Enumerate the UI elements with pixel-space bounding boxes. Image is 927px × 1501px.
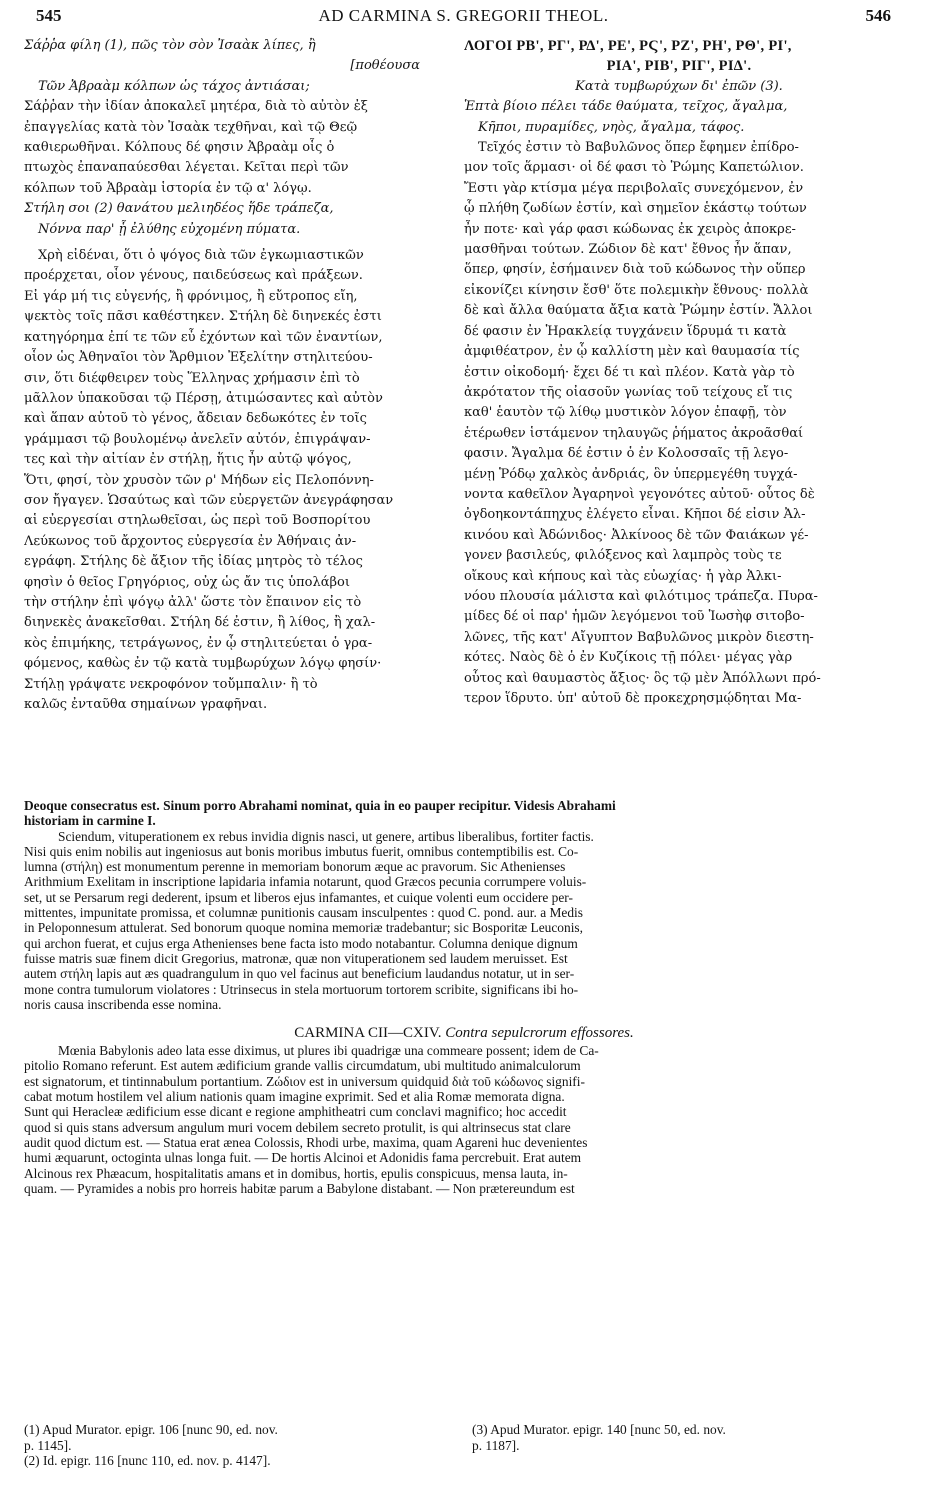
text-line: Νόννα παρ' ᾗ ἐλύθης εὐχομένη πύματα. <box>38 221 301 237</box>
section-title <box>24 1023 904 1043</box>
text-line: Χρὴ εἰδέναι, ὅτι ὁ ψόγος διὰ τῶν ἐγκωμιαστικῶν <box>38 248 364 264</box>
text-line: Κῆποι, πυραμίδες, νηὸς, ἄγαλμα, τάφος. <box>478 119 745 135</box>
text-line: καὶ ἅπαν αὐτοῦ τὸ γένος, ἄδειαν δεδωκότες ἐν τοῖς <box>24 411 367 427</box>
text-line: πτωχὸς ἐπαναπαύεσθαι λέγεται. Κεῖται περὶ τῶν <box>24 160 349 176</box>
text-line: σον ἤγαγεν. Ὡσαύτως καὶ τῶν εὐεργετῶν ἀνεγράφησαν <box>24 492 394 508</box>
text-line: γονεν βασιλεύς, φιλόξενος καὶ λαμπρὸς τοὺς τε <box>464 548 782 564</box>
text-line: μασθῆναι τούτων. Ζώδιον δὲ κατ' ἔθνος ἦν ἅπαν, <box>464 242 792 258</box>
footnote-line: (2) Id. epigr. 116 [nunc 110, ed. nov. p. 4147]. <box>24 1453 271 1468</box>
text-line: τερον ἵδρυτο. ὑπ' αὐτοῦ δὲ προκεχρησμῴδηται Μα- <box>464 691 802 706</box>
text-line: οἷον ὡς Ἀθηναῖοι τὸν Ἄρθμιον Ἐξελίτην στηλιτεύου- <box>24 350 373 366</box>
text-line: Sciendum, vituperationem ex rebus invidia dignis nasci, ut genere, artibus liberalibus, fortiter factis. <box>58 828 594 844</box>
text-line: διηνεκὲς ἀνακεῖσθαι. Στήλη δέ ἐστιν, ἢ λίθος, ἢ χαλ- <box>24 615 376 631</box>
text-line: ἀμφιθέατρον, ἐν ᾧ καλλίστη μὲν καὶ θαυμασία τίς <box>464 344 800 360</box>
text-line: ἦν ποτε· καὶ γάρ φασι κώδωνας ἐκ χειρὸς ἀποκρε- <box>464 221 796 237</box>
text-line: Nisi quis enim nobilis aut ingeniosus aut bonis moribus imbutus fuerit, omnibus contemptibilis est. Co- <box>24 843 579 859</box>
text-line: ἐστιν οἰκοδομή· ἔχει δέ τι καὶ πλέον. Κατὰ γὰρ τὸ <box>464 364 795 380</box>
text-line: autem στήλη lapis aut æs quadrangulum in quo vel facinus aut beneficium laudandus notatur, ut in ser- <box>24 966 575 982</box>
footnotes-right <box>472 1422 892 1453</box>
text-line: qui archon fuerat, et cujus erga Athenienses bene facta isto modo notabantur. Columna denique dignum <box>24 935 578 951</box>
page-number-right: 546 <box>865 6 891 25</box>
text-line: γράμμασι τῷ βουλομένῳ ἀνελεῖν αὐτόν, ἐπιγράψαν- <box>24 431 371 447</box>
text-line: λῶνες, τῆς κατ' Αἴγυπτον Βαβυλῶνος μικρὸν διεστη- <box>464 629 814 645</box>
text-line: καθιερωθῆναι. Κόλπους δέ φησιν Ἀβραὰμ οἷς ὁ <box>24 140 335 156</box>
text-line: Εἰ γάρ μή τις εὐγενής, ἢ φρόνιμος, ἢ εὔτροπος εἴη, <box>24 288 358 304</box>
greek-column-left <box>24 36 434 715</box>
text-line: ΡΙΑ', ΡΙΒ', ΡΙΓ', ΡΙΔ'. <box>606 58 752 75</box>
text-line: audit quod dictum est. — Statua erat ænea Colossis, Rhodi urbe, maxima, quam Agareni huc devenientes <box>24 1134 588 1150</box>
text-line: mittentes, impunitate promissa, et columnæ punitionis causam insculpentes : quod C. pond. aur. a Medis <box>24 905 583 921</box>
text-line: quam. — Pyramides a nobis pro horreis habitæ parum a Babylone distabant. — Non prætereundum est <box>24 1180 575 1196</box>
text-line: ἑτέρωθεν ἱστάμενον τηλαυγῶς ῥήματος ἀκροᾶσθαί <box>464 425 804 441</box>
text-line: lumna (στήλη) est monumentum perenne in memoriam bonorum æque ac pravorum. Sic Athenienses <box>24 859 566 875</box>
text-line: ψεκτὸς τοῖς πᾶσι καθέστηκεν. Στήλη δὲ διηνεκές ἐστι <box>24 309 382 325</box>
footnotes-left <box>24 1422 444 1469</box>
text-line: καλῶς ἐνταῦθα σημαίνων γραφῆναι. <box>24 697 268 712</box>
text-line: εγράφη. Στήλης δὲ ἄξιον τῆς ἰδίας μητρὸς τὸ τέλος <box>24 554 363 570</box>
text-line: Sunt qui Heracleæ ædificium esse dicant e regione amphitheatri cum conclavi magnifico; hoc accedit <box>24 1104 567 1120</box>
text-line: Τῶν Ἀβραὰμ κόλπων ὡς τάχος ἀντιάσαι; <box>38 78 310 94</box>
text-line: μᾶλλον ὑπακοῦσαι τῷ Πέρσῃ, ἀτιμώσαντες καὶ αὐτὸν <box>24 390 383 406</box>
text-line: set, ut se Persarum regi dederent, ipsum et liberos ejus infamantes, et cuique volenti eum occidere per- <box>24 889 573 905</box>
running-header <box>36 6 891 32</box>
text-line: Alcinous rex Phæacum, hospitalitatis amans et in domibus, hortis, epulis conspicuus, mensa lauta, in- <box>24 1165 568 1181</box>
text-line: εἰκονίζει κίνησιν ἔσθ' ὅτε πολεμικὴν ἔθνους· πολλὰ <box>464 282 809 298</box>
text-line: καθ' ἑαυτὸν τῷ λίθῳ μυστικὸν λόγον ἐπαφῇ, τὸν <box>464 405 787 421</box>
text-line: νόου πλουσία μάλιστα καὶ φιλότιμος τράπεζα. Πυρα- <box>464 588 818 604</box>
text-line: pitolio Romano referunt. Est autem ædificium grande vallis circumdatum, ubi multitudo animalculorum <box>24 1058 581 1074</box>
text-line: ἀκρότατον τῆς οἰασοῦν γωνίας τοῦ τείχους εἴ τις <box>464 384 793 400</box>
text-line: mone contra tumulorum violatores : Utrinsecus in stela mortuorum tortorem scribite, significans ibi ho- <box>24 981 579 997</box>
text-line: προέρχεται, οἷον γένους, παιδεύσεως καὶ πράξεων. <box>24 268 363 284</box>
section-title-sub: Contra sepulcrorum effossores. <box>445 1025 634 1042</box>
text-line: οἴκους καὶ κήπους καὶ τὰς εὐωχίας· ἡ γὰρ Ἀλκι- <box>464 568 782 584</box>
text-line: κινόου καὶ Ἀδώνιδος· Ἀλκίνοος δὲ τῶν Φαιάκων γέ- <box>464 527 809 543</box>
text-line: cabat motum hostilem vel alium nationis quam imagine exprimit. Sed et alia Romæ memorata digna. <box>24 1089 565 1105</box>
greek-column-right <box>464 36 894 709</box>
text-line: ὅπερ, φησίν, ἐσήμαινεν διὰ τοῦ κώδωνος τὴν οὕπερ <box>464 262 806 278</box>
text-line: δὲ καὶ ἄλλα θαύματα ἄξια κατὰ Ῥώμην ἐστίν. Ἄλλοι <box>464 303 813 319</box>
text-line: ὀγδοηκοντάπηχυς ἐλέγετο εἶναι. Κῆποι δέ εἰσιν Ἀλ- <box>464 507 806 523</box>
latin-paragraph-block-1 <box>24 798 904 1012</box>
text-line: οὗτος καὶ θαυμαστὸς ἄξιος· ὃς τῷ μὲν Ἀπόλλωνι πρό- <box>464 670 821 686</box>
text-line: Κατὰ τυμβωρύχων δι' ἐπῶν (3). <box>575 78 783 94</box>
text-line: Deoque consecratus est. Sinum porro Abrahami nominat, quia in eo pauper recipitur. Videsis Abrahami <box>24 798 616 813</box>
text-line: μον τοῖς ἅρμασι· οἱ δέ φασι τὸ Ῥώμης Καπετώλιον. <box>464 160 804 176</box>
text-line: Στήλῃ γράψατε νεκροφόνον τοὔμπαλιν· ἢ τὸ <box>24 676 318 692</box>
text-line: μίδες δέ οἱ παρ' ἡμῶν λεγόμενοι τοῦ Ἰωσὴφ σιτοβο- <box>464 609 805 625</box>
text-line: τὴν στήλην ἐπὶ ψόγῳ ἀλλ' ὥστε τὸν ἔπαινον εἰς τὸ <box>24 594 362 610</box>
text-line: ΛΟΓΟΙ ΡΒ', ΡΓ', ΡΔ', ΡΕ', ΡϚ', ΡΖ', ΡΗ', ΡΘ', ΡΙ', <box>464 38 792 54</box>
running-title: AD CARMINA S. GREGORII THEOL. <box>318 6 609 25</box>
text-line: Arithmium Exelitam in inscriptione lapidaria infamia notarunt, quod Græcos pecunia corrumpere voluis- <box>24 874 587 890</box>
footnote-line: (1) Apud Murator. epigr. 106 [nunc 90, ed. nov. <box>24 1422 278 1437</box>
text-line: Ἔστι γὰρ κτίσμα μέγα περιβολαῖς συνεχόμενον, ἐν <box>464 180 804 196</box>
text-line: ᾧ πλήθη ζωδίων ἐστίν, καὶ σημεῖον ἑκάστῳ τούτων <box>464 201 807 217</box>
text-line: Σάῤῥαν τὴν ἰδίαν ἀποκαλεῖ μητέρα, διὰ τὸ αὐτὸν ἐξ <box>24 99 368 115</box>
text-line: fuisse matris suæ finem dicit Gregorius, matronæ, quæ non vituperationem sed laudem meruisset. Est <box>24 950 568 966</box>
footnote-line: p. 1145]. <box>24 1437 72 1453</box>
section-title-main: CARMINA CII—CXIV. <box>294 1025 442 1042</box>
text-line: Σάῤῥα φίλη (1), πῶς τὸν σὸν Ἰσαὰκ λίπες, ἢ <box>24 38 316 53</box>
text-line: κόλπων τοῦ Ἀβραὰμ ἱστορία ἐν τῷ α' λόγῳ. <box>24 180 312 196</box>
text-line: historiam in carmine I. <box>24 813 156 829</box>
text-line: Λεύκωνος τοῦ ἄρχοντος εὐεργεσία ἐν Ἀθήναις ἀν- <box>24 533 357 549</box>
text-line: φασιν. Ἄγαλμα δέ ἐστιν ὁ ἐν Κολοσσαῖς τῇ λεγο- <box>464 446 789 462</box>
text-line: κατηγόρημα ἐπί τε τῶν εὖ ἐχόντων καὶ τῶν ἐναντίων, <box>24 329 383 345</box>
text-line: Τεῖχός ἐστιν τὸ Βαβυλῶνος ὅπερ ἔφημεν ἐπίδρο- <box>478 140 799 156</box>
page-number-left: 545 <box>36 6 62 25</box>
text-line: in Peloponnesum attulerat. Sed bonorum quoque nomina memoriæ tradebantur; sic Bosporitæ Leuconis, <box>24 920 583 936</box>
latin-translation <box>24 798 904 1196</box>
text-line: δέ φασιν ἐν Ἡρακλείᾳ τυγχάνειν ἵδρυμά τι κατὰ <box>464 323 787 339</box>
text-line: noris causa inscribenda esse nomina. <box>24 996 222 1012</box>
text-line: est signatorum, et tintinnabulum portantium. Ζώδιον est in universum quidquid διὰ τοῦ κώδωνος signifi- <box>24 1073 585 1089</box>
text-line: σιν, ὅτι διέφθειρεν τοὺς Ἕλληνας χρήμασιν ἐπὶ τὸ <box>24 370 360 386</box>
text-line: humi æquarunt, octoginta ulnas longa fuit. — De hortis Alcinoi et Adonidis fama percrebuit. Erat autem <box>24 1150 582 1166</box>
text-line: quod si quis stans adversum angulum muri vocem debilem secreto protulit, is qui altrinsecus stat clare <box>24 1119 571 1135</box>
footnote-line: (3) Apud Murator. epigr. 140 [nunc 50, ed. nov. <box>472 1422 726 1437</box>
text-line: ἐπαγγελίας κατὰ τὸν Ἰσαὰκ τεχθῆναι, καὶ τῷ Θεῷ <box>24 119 358 135</box>
text-line: [ποθέουσα <box>350 58 420 74</box>
text-line: Στήλη σοι (2) θανάτου μελιηδέος ἥδε τράπεζα, <box>24 201 334 217</box>
text-line: νοντα καθεῖλον Ἀγαρηνοὶ γεγονότες αὐτοῦ· οὗτος δὲ <box>464 486 815 502</box>
text-line: τες καὶ τὴν αἰτίαν ἐν στήλῃ, ἥτις ἦν αὐτῷ ψόγος, <box>24 452 352 468</box>
text-line: μένῃ Ῥόδῳ χαλκὸς ἀνδριάς, ὃν ὑπερμεγέθη τυγχά- <box>464 466 798 482</box>
text-line: Ἑπτὰ βίοιο πέλει τάδε θαύματα, τεῖχος, ἄγαλμα, <box>464 99 788 115</box>
text-line: κότες. Ναὸς δὲ ὁ ἐν Κυζίκοις τῇ πόλει· μέγας γὰρ <box>464 650 793 666</box>
text-line: φησὶν ὁ θεῖος Γρηγόριος, οὐχ ὡς ἄν τις ὑπολάβοι <box>24 574 350 590</box>
text-line: κὸς ἐπιμήκης, τετράγωνος, ἐν ᾧ στηλιτεύεται ὁ γρα- <box>24 635 373 651</box>
spacer <box>24 1012 904 1023</box>
footnote-line: p. 1187]. <box>472 1437 520 1453</box>
text-line: Mœnia Babylonis adeo lata esse diximus, ut plures ibi quadrigæ una commeare possent; idem de Ca- <box>58 1043 599 1059</box>
latin-paragraph-block-2 <box>24 1043 904 1196</box>
text-line: φόμενος, καθὼς ἐν τῷ κατὰ τυμβωρύχων λόγῳ φησίν· <box>24 656 382 672</box>
text-line: αἱ εὐεργεσίαι στηλωθεῖσαι, ὡς περὶ τοῦ Βοσπορίτου <box>24 513 371 529</box>
text-line: Ὅτι, φησί, τὸν χρυσὸν τῶν ρ' Μήδων εἰς Πελοπόννη- <box>24 472 374 488</box>
